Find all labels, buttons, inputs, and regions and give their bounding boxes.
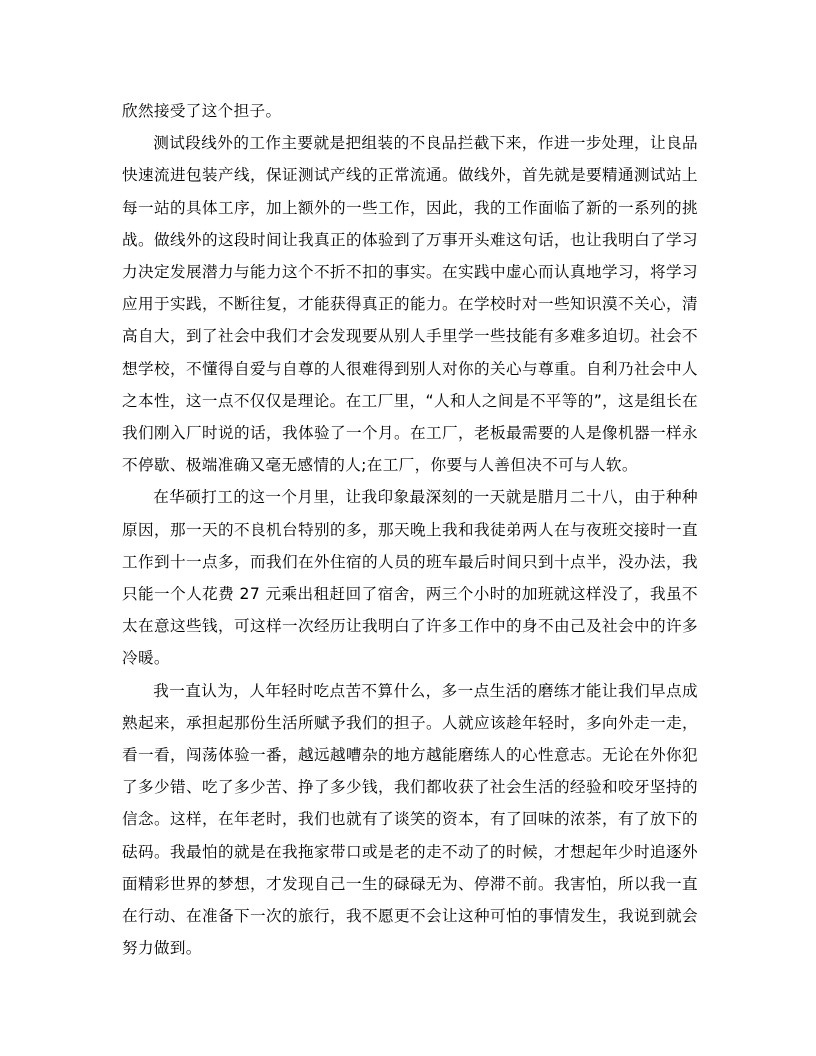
paragraph-continuation: 欣然接受了这个担子。 [122, 102, 282, 120]
paragraph-asus-overtime: 在华硕打工的这一个月里，让我印象最深刻的一天就是腊月二十八，由于种种原因，那一天的不良机台特别的多，那天晚上我和我徒弟两人在与夜班交接时一直工作到十一点多，而我们在外住宿的人员的班车最后时间只到十点半，没办法，我只能一个人花费 27 元乘出租赶回了宿舍，两三个小时的加班就这样没了，我虽不太在意这些钱，可这样一次经历让我明白了许多工作中的身不由己及社会中的许多冷暖。 [122, 488, 698, 668]
paragraph-offline-work: 测试段线外的工作主要就是把组装的不良品拦截下来，作进一步处理，让良品快速流进包装产线，保证测试产线的正常流通。做线外，首先就是要精通测试站上每一站的具体工序，加上额外的一些工作，因此，我的工作面临了新的一系列的挑战。做线外的这段时间让我真正的体验到了万事开头难这句话，也让我明白了学习力决定发展潜力与能力这个不折不扣的事实。在实践中虚心而认真地学习，将学习应用于实践，不断往复，才能获得真正的能力。在学校时对一些知识漠不关心，清高自大，到了社会中我们才会发现要从别人手里学一些技能有多难多迫切。社会不想学校，不懂得自爱与自尊的人很难得到别人对你的关心与尊重。自利乃社会中人之本性，这一点不仅仅是理论。在工厂里，“人和人之间是不平等的”，这是组长在我们刚入厂时说的话，我体验了一个月。在工厂，老板最需要的人是像机器一样永不停歇、极端准确又毫无感情的人;在工厂，你要与人善但决不可与人软。 [122, 134, 698, 475]
paragraph-youth-reflection: 我一直认为，人年轻时吃点苦不算什么，多一点生活的磨练才能让我们早点成熟起来，承担起那份生活所赋予我们的担子。人就应该趁年轻时，多向外走一走，看一看，闯荡体验一番，越远越嘈杂的地方越能磨练人的心性意志。无论在外你犯了多少错、吃了多少苦、挣了多少钱，我们都收获了社会生活的经验和咬牙坚持的信念。这样，在年老时，我们也就有了谈笑的资本，有了回味的浓茶，有了放下的砝码。我最怕的就是在我拖家带口或是老的走不动了的时候，才想起年少时追逐外面精彩世界的梦想，才发现自己一生的碌碌无为、停滞不前。我害怕，所以我一直在行动、在准备下一次的旅行，我不愿更不会让这种可怕的事情发生，我说到就会努力做到。 [122, 681, 698, 958]
document-body [122, 95, 698, 964]
